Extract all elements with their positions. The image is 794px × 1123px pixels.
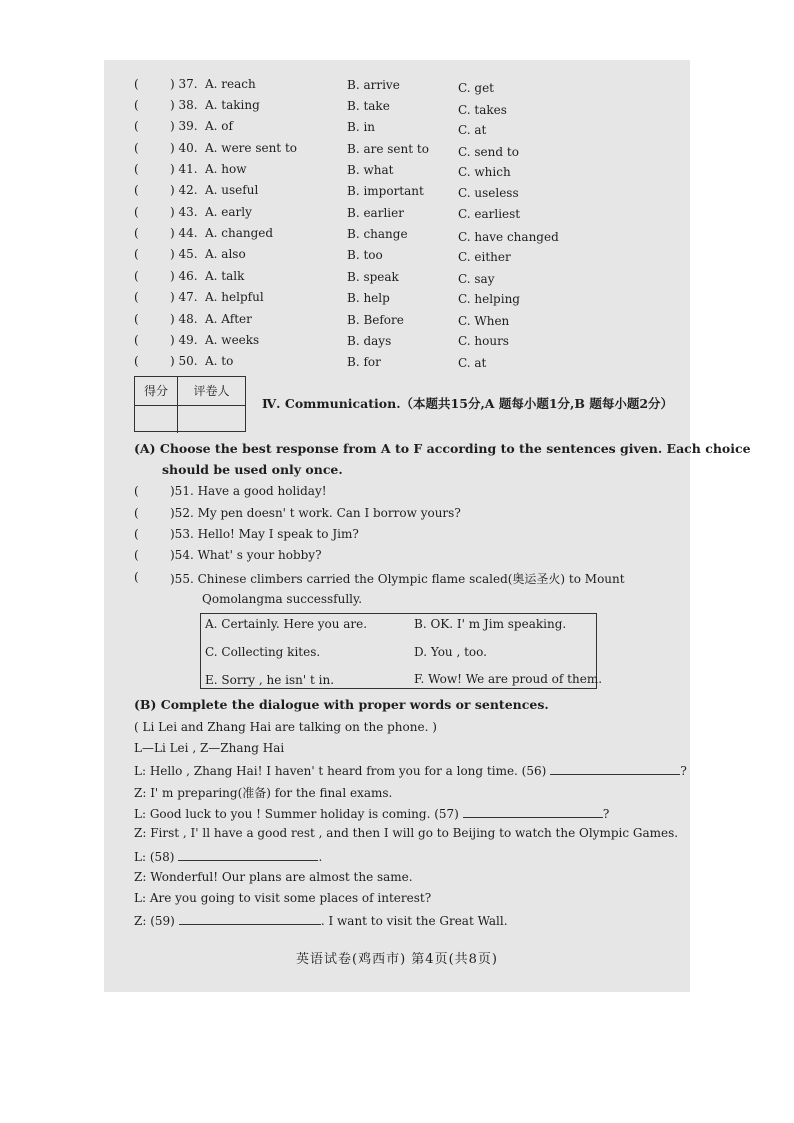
question-text: )54. What' s your hobby? [170,548,322,562]
option-b: B. days [347,334,392,348]
response-options-box [200,613,603,689]
option-b: B. help [347,291,390,305]
question-paren: ( [134,570,139,584]
dialogue-line [134,826,678,840]
option-c: C. at [458,123,487,137]
part-a-instruction: (A) Choose the best response from A to F according to the sentences given. Each choice [134,441,751,456]
option-number: ) 39. [170,119,198,133]
exam-page [104,60,751,992]
option-number: ) 47. [170,290,198,304]
option-number: ) 50. [170,354,198,368]
dialogue-text: L: Hello , Zhang Hai! I haven' t heard from you for a long time. (56) [134,764,547,778]
option-row [104,77,690,97]
option-c: C. get [458,81,494,95]
option-a: A. also [205,247,246,261]
option-c: C. hours [458,334,509,348]
option-row [104,312,690,332]
option-paren: ( [134,247,139,261]
response-b: B. OK. I' m Jim speaking. [414,617,567,631]
option-row [104,205,690,225]
option-b: B. take [347,99,390,113]
option-b: B. for [347,355,381,369]
option-row [104,269,690,289]
question-text: )51. Have a good holiday! [170,484,327,498]
dialogue-line [134,870,413,884]
dialogue-context: ( Li Lei and Zhang Hai are talking on the phone. ) [134,720,437,734]
option-row [104,98,690,118]
option-paren: ( [134,312,139,326]
option-b: B. important [347,184,424,198]
option-a: A. changed [205,226,274,240]
option-b: B. what [347,163,394,177]
grader-label: 评卷人 [193,384,230,398]
option-b: B. too [347,248,383,262]
score-label: 得分 [143,384,168,398]
question-paren: ( [134,548,139,562]
option-row [104,141,690,161]
option-number: ) 37. [170,77,198,91]
section-title: Ⅳ. Communication.（本题共15分,A 题每小题1分,B 题每小题2分） [262,396,674,411]
question-text: )52. My pen doesn' t work. Can I borrow yours? [170,506,461,520]
option-paren: ( [134,226,139,240]
page-footer: 英语试卷(鸡西市) 第4页(共8页) [296,952,498,967]
part-b-instruction: (B) Complete the dialogue with proper words or sentences. [134,697,549,712]
answer-blank[interactable] [179,912,321,925]
option-c: C. either [458,250,511,264]
option-row [104,183,690,203]
option-a: A. taking [205,98,260,112]
dialogue-line-end: ? [602,807,610,821]
option-number: ) 42. [170,183,198,197]
dialogue-text: Z: (59) [134,914,175,928]
dialogue-text: Z: First , I' ll have a good rest , and then I will go to Beijing to watch the Olympic Games. [134,826,679,840]
option-c: C. earliest [458,207,521,221]
option-number: ) 44. [170,226,198,240]
option-a: A. After [205,312,252,326]
option-a: A. reach [205,77,256,91]
option-row [104,333,690,353]
option-a: A. early [205,205,252,219]
option-row [104,162,690,182]
option-c: C. When [458,314,510,328]
option-c: C. takes [458,103,507,117]
question-paren: ( [134,484,139,498]
dialogue-line [134,784,392,801]
answer-blank[interactable] [178,848,318,861]
answer-blank[interactable] [463,805,603,818]
dialogue-text: L: Are you going to visit some places of interest? [134,891,432,905]
response-d: D. You , too. [414,645,487,659]
option-c: C. useless [458,186,519,200]
question-text: )55. Chinese climbers carried the Olympic flame scaled(奥运圣火) to Mount [170,572,625,586]
dialogue-line [134,912,508,928]
option-paren: ( [134,98,139,112]
dialogue-line-end: ? [680,764,687,778]
option-b: B. earlier [347,206,404,220]
response-a: A. Certainly. Here you are. [205,617,368,631]
option-number: ) 49. [170,333,198,347]
option-c: C. say [458,272,495,286]
dialogue-text: L: (58) [134,850,175,864]
option-b: B. in [347,120,376,134]
option-paren: ( [134,333,139,347]
option-number: ) 41. [170,162,198,176]
option-b: B. are sent to [347,142,429,156]
dialogue-line [134,848,322,864]
dialogue-line [134,891,431,905]
option-row [104,354,690,374]
dialogue-line-end: . I want to visit the Great Wall. [320,914,508,928]
option-a: A. of [205,119,233,133]
dialogue-line [134,762,687,778]
option-paren: ( [134,77,139,91]
option-paren: ( [134,119,139,133]
dialogue-line-end: . [318,850,323,864]
option-c: C. at [458,356,487,370]
dialogue-text: Z: I' m preparing(准备) for the final exams. [134,786,393,800]
response-f: F. Wow! We are proud of them. [414,672,603,686]
option-c: C. have changed [458,230,559,244]
answer-blank[interactable] [550,762,680,775]
option-a: A. to [205,354,234,368]
option-number: ) 46. [170,269,198,283]
dialogue-text: L: Good luck to you ! Summer holiday is coming. (57) [134,807,459,821]
option-a: A. weeks [205,333,260,347]
option-a: A. were sent to [205,141,297,155]
option-paren: ( [134,141,139,155]
option-c: C. send to [458,145,519,159]
dialogue-line [134,805,609,821]
response-e: E. Sorry , he isn' t in. [205,673,335,687]
option-a: A. talk [205,269,245,283]
option-paren: ( [134,162,139,176]
q55-continuation: Qomolangma successfully. [202,592,363,606]
option-b: B. arrive [347,78,400,92]
option-a: A. useful [205,183,259,197]
option-row [104,247,690,267]
option-number: ) 48. [170,312,198,326]
dialogue-text: Z: Wonderful! Our plans are almost the same. [134,870,413,884]
option-a: A. helpful [205,290,264,304]
option-b: B. speak [347,270,399,284]
option-row [104,226,690,246]
score-box [134,376,246,432]
option-paren: ( [134,205,139,219]
question-text: )53. Hello! May I speak to Jim? [170,527,359,541]
question-paren: ( [134,527,139,541]
option-paren: ( [134,354,139,368]
option-number: ) 45. [170,247,198,261]
part-a-instruction-cont: should be used only once. [162,462,343,477]
option-paren: ( [134,183,139,197]
option-c: C. helping [458,292,520,306]
response-c: C. Collecting kites. [205,645,321,659]
option-b: B. change [347,227,408,241]
question-paren: ( [134,506,139,520]
option-number: ) 43. [170,205,198,219]
option-c: C. which [458,165,511,179]
option-number: ) 40. [170,141,198,155]
option-row [104,119,690,139]
option-a: A. how [205,162,247,176]
option-row [104,290,690,310]
dialogue-speakers: L—Li Lei , Z—Zhang Hai [134,741,285,755]
option-paren: ( [134,290,139,304]
option-paren: ( [134,269,139,283]
option-number: ) 38. [170,98,198,112]
option-b: B. Before [347,313,404,327]
